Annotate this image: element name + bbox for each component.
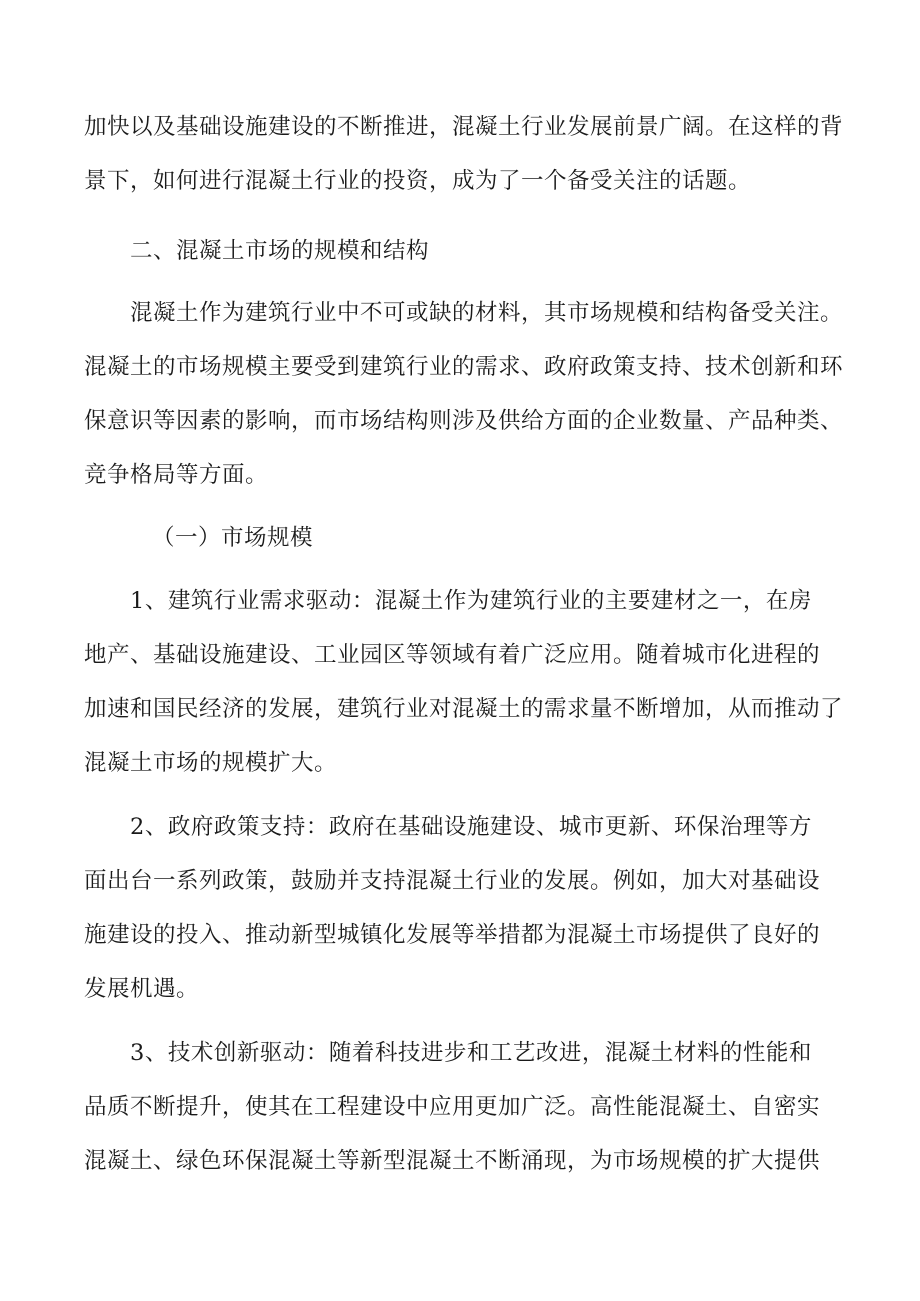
- item-1-line-1: 1、建筑行业需求驱动：混凝土作为建筑行业的主要建材之一，在房: [130, 588, 812, 614]
- item-1-line-2: 地产、基础设施建设、工业园区等领域有着广泛应用。随着城市化进程的: [84, 642, 821, 668]
- item-2-line-1: 2、政府政策支持：政府在基础设施建设、城市更新、环保治理等方: [130, 814, 812, 840]
- section-para-line-1: 混凝土作为建筑行业中不可或缺的材料，其市场规模和结构备受关注。: [130, 300, 844, 326]
- item-3-line-1: 3、技术创新驱动：随着科技进步和工艺改进，混凝土材料的性能和: [130, 1040, 812, 1066]
- section-heading: 二、混凝土市场的规模和结构: [130, 238, 430, 264]
- subsection-heading: （一）市场规模: [152, 525, 314, 551]
- section-para-line-4: 竞争格局等方面。: [84, 462, 269, 488]
- intro-line-2: 景下，如何进行混凝土行业的投资，成为了一个备受关注的话题。: [84, 168, 752, 194]
- item-1-line-4: 混凝土市场的规模扩大。: [84, 750, 338, 776]
- intro-line-1: 加快以及基础设施建设的不断推进，混凝土行业发展前景广阔。在这样的背: [84, 114, 844, 140]
- item-2-line-3: 施建设的投入、推动新型城镇化发展等举措都为混凝土市场提供了良好的: [84, 922, 821, 948]
- item-1-line-3: 加速和国民经济的发展，建筑行业对混凝土的需求量不断增加，从而推动了: [84, 696, 844, 722]
- section-para-line-3: 保意识等因素的影响，而市场结构则涉及供给方面的企业数量、产品种类、: [84, 408, 844, 434]
- item-2-line-4: 发展机遇。: [84, 976, 200, 1002]
- section-para-line-2: 混凝土的市场规模主要受到建筑行业的需求、政府政策支持、技术创新和环: [84, 354, 844, 380]
- item-3-line-2: 品质不断提升，使其在工程建设中应用更加广泛。高性能混凝土、自密实: [84, 1094, 821, 1120]
- item-3-line-3: 混凝土、绿色环保混凝土等新型混凝土不断涌现，为市场规模的扩大提供: [84, 1148, 821, 1174]
- item-2-line-2: 面出台一系列政策，鼓励并支持混凝土行业的发展。例如，加大对基础设: [84, 868, 821, 894]
